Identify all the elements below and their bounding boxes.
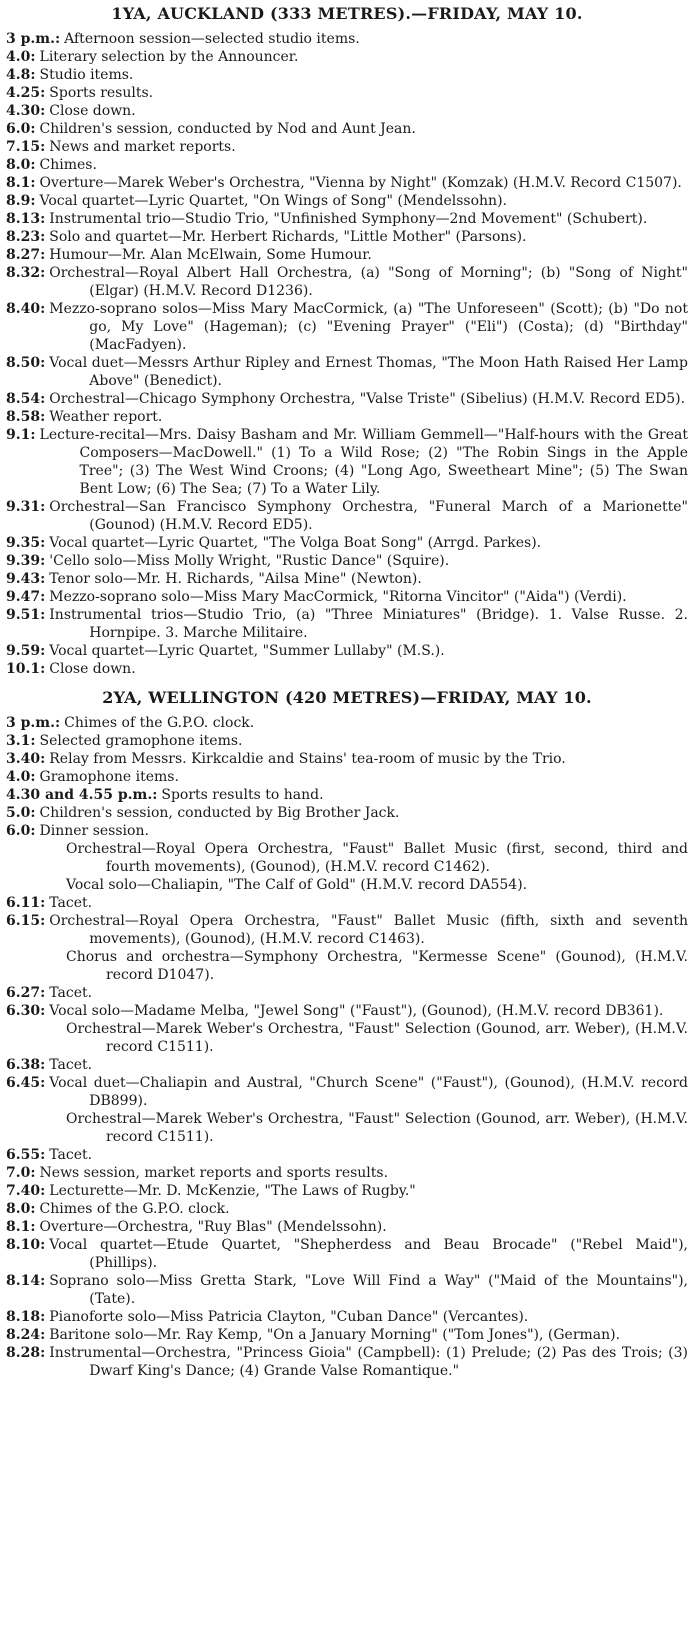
entry-time: 8.40: bbox=[6, 301, 46, 317]
entry-text: Instrumental trio—Studio Trio, "Unfinished Symphony—2nd Movement" (Schubert). bbox=[49, 211, 648, 227]
programme-list bbox=[6, 30, 688, 678]
entry-text: Vocal quartet—Lyric Quartet, "On Wings of Song" (Mendelssohn). bbox=[39, 193, 507, 209]
programme-entry bbox=[6, 210, 688, 228]
entry-text: Lecture-recital—Mrs. Daisy Basham and Mr. William Gemmell—"Half-hours with the Great Composers—MacDowell." (1) To a Wild Rose; (2) "The Robin Sings in the Apple Tree"; (3) The West Wind Croons; (4) "Long Ago, Sweetheart Mine"; (5) The Swan Bent Low; (6) The Sea; (7) To a Water Lily. bbox=[39, 427, 688, 497]
entry-time: 4.25: bbox=[6, 85, 46, 101]
programme-entry bbox=[6, 1056, 688, 1074]
entry-text: 'Cello solo—Miss Molly Wright, "Rustic Dance" (Squire). bbox=[49, 553, 450, 569]
programme-entry bbox=[6, 714, 688, 732]
entry-time: 4.30: bbox=[6, 103, 46, 119]
entry-text: Vocal duet—Messrs Arthur Ripley and Ernest Thomas, "The Moon Hath Raised Her Lamp Above" (Benedict). bbox=[49, 355, 688, 389]
entry-text: Tacet. bbox=[49, 895, 93, 911]
programme-entry bbox=[6, 1182, 688, 1200]
entry-text: Tacet. bbox=[49, 1147, 93, 1163]
programme-entry bbox=[6, 1146, 688, 1164]
entry-text: Orchestral—San Francisco Symphony Orchestra, "Funeral March of a Marionette" (Gounod) (H.M.V. Record ED5). bbox=[49, 499, 688, 533]
programme-entry bbox=[6, 408, 688, 426]
entry-text: News session, market reports and sports results. bbox=[39, 1165, 389, 1181]
entry-time: 6.27: bbox=[6, 985, 46, 1001]
programme-entry bbox=[6, 912, 688, 948]
entry-time: 8.28: bbox=[6, 1345, 46, 1361]
programme-entry bbox=[6, 102, 688, 120]
entry-time: 9.39: bbox=[6, 553, 46, 569]
entry-time: 8.0: bbox=[6, 157, 36, 173]
entry-time: 3 p.m.: bbox=[6, 715, 61, 731]
entry-text: News and market reports. bbox=[49, 139, 236, 155]
programme-entry bbox=[6, 1164, 688, 1182]
entry-time: 3 p.m.: bbox=[6, 31, 61, 47]
programme-entry bbox=[6, 570, 688, 588]
programme-entry bbox=[6, 1344, 688, 1380]
programme-list bbox=[6, 714, 688, 1380]
programme-entry bbox=[6, 426, 688, 498]
entry-time: 4.0: bbox=[6, 769, 36, 785]
entry-text: Mezzo-soprano solos—Miss Mary MacCormick, (a) "The Unforeseen" (Scott); (b) "Do not go, My Love" (Hageman); (c) "Evening Prayer" ("Eli") (Costa); (d) "Birthday" (MacFadyen). bbox=[49, 301, 688, 353]
programme-entry bbox=[6, 228, 688, 246]
programme-entry bbox=[6, 660, 688, 678]
entry-time: 8.50: bbox=[6, 355, 46, 371]
entry-text: Close down. bbox=[49, 103, 136, 119]
entry-text: Sports results to hand. bbox=[161, 787, 324, 803]
programme-entry bbox=[6, 822, 688, 840]
entry-text: Orchestral—Chicago Symphony Orchestra, "Valse Triste" (Sibelius) (H.M.V. Record ED5). bbox=[49, 391, 686, 407]
entry-time: 9.35: bbox=[6, 535, 46, 551]
programme-entry bbox=[6, 984, 688, 1002]
programme-entry bbox=[6, 804, 688, 822]
entry-text: Vocal quartet—Lyric Quartet, "Summer Lullaby" (M.S.). bbox=[49, 643, 445, 659]
entry-text: Literary selection by the Announcer. bbox=[39, 49, 299, 65]
entry-text: Gramophone items. bbox=[39, 769, 179, 785]
entry-time: 4.0: bbox=[6, 49, 36, 65]
entry-time: 6.0: bbox=[6, 121, 36, 137]
programme-sub-item: Orchestral—Marek Weber's Orchestra, "Faust" Selection (Gounod, arr. Weber), (H.M.V. record C1511). bbox=[66, 1021, 688, 1055]
programme-entry bbox=[6, 1002, 688, 1020]
programme-entry bbox=[6, 552, 688, 570]
entry-text: Chimes of the G.P.O. clock. bbox=[39, 1201, 230, 1217]
entry-text: Afternoon session—selected studio items. bbox=[64, 31, 360, 47]
entry-text: Sports results. bbox=[49, 85, 154, 101]
entry-text: Soprano solo—Miss Gretta Stark, "Love Will Find a Way" ("Maid of the Mountains"), (Tate). bbox=[49, 1273, 688, 1307]
entry-text: Dinner session. bbox=[39, 823, 149, 839]
entry-time: 4.8: bbox=[6, 67, 36, 83]
programme-sub-item: Orchestral—Royal Opera Orchestra, "Faust" Ballet Music (first, second, third and fourth movements), (Gounod), (H.M.V. record C1462). bbox=[66, 841, 688, 875]
programme-entry bbox=[6, 84, 688, 102]
entry-time: 6.55: bbox=[6, 1147, 46, 1163]
programme-entry bbox=[6, 390, 688, 408]
programme-entry bbox=[6, 498, 688, 534]
entry-time: 7.15: bbox=[6, 139, 46, 155]
entry-time: 3.1: bbox=[6, 733, 36, 749]
entry-time: 8.13: bbox=[6, 211, 46, 227]
programme-entry bbox=[6, 1218, 688, 1236]
entry-time: 10.1: bbox=[6, 661, 46, 677]
entry-time: 8.18: bbox=[6, 1309, 46, 1325]
station-section-2ya bbox=[6, 688, 688, 1380]
programme-entry bbox=[6, 786, 688, 804]
programme-entry bbox=[6, 354, 688, 390]
entry-time: 6.15: bbox=[6, 913, 46, 929]
entry-time: 8.23: bbox=[6, 229, 46, 245]
entry-time: 8.1: bbox=[6, 175, 36, 191]
entry-text: Orchestral—Royal Opera Orchestra, "Faust" Ballet Music (fifth, sixth and seventh movements), (Gounod), (H.M.V. record C1463). bbox=[49, 913, 688, 947]
entry-time: 8.9: bbox=[6, 193, 36, 209]
entry-time: 8.54: bbox=[6, 391, 46, 407]
programme-entry bbox=[6, 894, 688, 912]
entry-time: 8.0: bbox=[6, 1201, 36, 1217]
programme-sub-item: Vocal solo—Chaliapin, "The Calf of Gold" (H.M.V. record DA554). bbox=[66, 877, 528, 893]
programme-entry bbox=[6, 1200, 688, 1218]
programme-entry bbox=[6, 750, 688, 768]
entry-time: 6.11: bbox=[6, 895, 46, 911]
programme-entry bbox=[6, 642, 688, 660]
entry-time: 8.14: bbox=[6, 1273, 46, 1289]
programme-entry bbox=[6, 120, 688, 138]
entry-text: Vocal quartet—Etude Quartet, "Shepherdess and Beau Brocade" ("Rebel Maid"), (Phillips). bbox=[49, 1237, 688, 1271]
entry-text: Solo and quartet—Mr. Herbert Richards, "Little Mother" (Parsons). bbox=[49, 229, 527, 245]
entry-time: 7.40: bbox=[6, 1183, 46, 1199]
station-section-1ya bbox=[6, 4, 688, 678]
programme-entry bbox=[6, 1074, 688, 1110]
entry-time: 3.40: bbox=[6, 751, 46, 767]
entry-text: Close down. bbox=[49, 661, 136, 677]
entry-text: Pianoforte solo—Miss Patricia Clayton, "Cuban Dance" (Vercantes). bbox=[49, 1309, 529, 1325]
entry-time: 8.32: bbox=[6, 265, 46, 281]
entry-text: Humour—Mr. Alan McElwain, Some Humour. bbox=[49, 247, 372, 263]
programme-entry bbox=[6, 246, 688, 264]
entry-time: 8.10: bbox=[6, 1237, 46, 1253]
entry-text: Overture—Marek Weber's Orchestra, "Vienna by Night" (Komzak) (H.M.V. Record C1507). bbox=[39, 175, 682, 191]
programme-entry bbox=[6, 1326, 688, 1344]
programme-entry bbox=[6, 534, 688, 552]
entry-time: 9.59: bbox=[6, 643, 46, 659]
programme-entry bbox=[6, 300, 688, 354]
programme-sub-item: Chorus and orchestra—Symphony Orchestra, "Kermesse Scene" (Gounod), (H.M.V. record D1047). bbox=[66, 949, 688, 983]
programme-entry bbox=[6, 174, 688, 192]
entry-time: 8.24: bbox=[6, 1327, 46, 1343]
programme-entry bbox=[6, 732, 688, 750]
entry-text: Mezzo-soprano solo—Miss Mary MacCormick, "Ritorna Vincitor" ("Aida") (Verdi). bbox=[49, 589, 627, 605]
programme-entry bbox=[6, 192, 688, 210]
entry-time: 8.27: bbox=[6, 247, 46, 263]
entry-text: Chimes of the G.P.O. clock. bbox=[64, 715, 255, 731]
entry-text: Overture—Orchestra, "Ruy Blas" (Mendelssohn). bbox=[39, 1219, 387, 1235]
entry-time: 5.0: bbox=[6, 805, 36, 821]
programme-entry bbox=[6, 264, 688, 300]
programme-entry bbox=[6, 138, 688, 156]
programme-entry bbox=[6, 66, 688, 84]
entry-text: Vocal solo—Madame Melba, "Jewel Song" ("Faust"), (Gounod), (H.M.V. record DB361). bbox=[49, 1003, 664, 1019]
programme-entry bbox=[6, 588, 688, 606]
entry-text: Relay from Messrs. Kirkcaldie and Stains' tea-room of music by the Trio. bbox=[49, 751, 566, 767]
entry-time: 8.1: bbox=[6, 1219, 36, 1235]
entry-time: 6.0: bbox=[6, 823, 36, 839]
entry-time: 9.1: bbox=[6, 427, 36, 443]
entry-text: Lecturette—Mr. D. McKenzie, "The Laws of Rugby." bbox=[49, 1183, 416, 1199]
entry-time: 6.30: bbox=[6, 1003, 46, 1019]
entry-text: Tacet. bbox=[49, 985, 93, 1001]
entry-time: 9.51: bbox=[6, 607, 46, 623]
entry-text: Children's session, conducted by Big Brother Jack. bbox=[39, 805, 400, 821]
entry-text: Selected gramophone items. bbox=[39, 733, 243, 749]
entry-text: Tacet. bbox=[49, 1057, 93, 1073]
entry-text: Instrumental—Orchestra, "Princess Gioia" (Campbell): (1) Prelude; (2) Pas des Trois; (3) Dwarf King's Dance; (4) Grande Valse Romantique." bbox=[49, 1345, 688, 1379]
entry-text: Baritone solo—Mr. Ray Kemp, "On a January Morning" ("Tom Jones"), (German). bbox=[49, 1327, 621, 1343]
entry-text: Instrumental trios—Studio Trio, (a) "Three Miniatures" (Bridge). 1. Valse Russe. 2. Hornpipe. 3. Marche Militaire. bbox=[49, 607, 688, 641]
station-heading: 1YA, AUCKLAND (333 METRES).—FRIDAY, MAY 10. bbox=[111, 4, 583, 23]
entry-time: 9.47: bbox=[6, 589, 46, 605]
programme-entry bbox=[6, 1236, 688, 1272]
entry-text: Tenor solo—Mr. H. Richards, "Ailsa Mine" (Newton). bbox=[49, 571, 422, 587]
entry-text: Weather report. bbox=[49, 409, 163, 425]
entry-text: Studio items. bbox=[39, 67, 134, 83]
entry-time: 8.58: bbox=[6, 409, 46, 425]
programme-entry bbox=[6, 1308, 688, 1326]
entry-time: 9.43: bbox=[6, 571, 46, 587]
programme-entry bbox=[6, 1272, 688, 1308]
programme-entry bbox=[6, 768, 688, 786]
entry-time: 6.45: bbox=[6, 1075, 46, 1091]
programme-sub-item: Orchestral—Marek Weber's Orchestra, "Faust" Selection (Gounod, arr. Weber), (H.M.V. record C1511). bbox=[66, 1111, 688, 1145]
programme-entry bbox=[6, 48, 688, 66]
entry-time: 6.38: bbox=[6, 1057, 46, 1073]
entry-time: 9.31: bbox=[6, 499, 46, 515]
entry-text: Children's session, conducted by Nod and Aunt Jean. bbox=[39, 121, 416, 137]
entry-text: Vocal quartet—Lyric Quartet, "The Volga Boat Song" (Arrgd. Parkes). bbox=[49, 535, 542, 551]
entry-text: Orchestral—Royal Albert Hall Orchestra, (a) "Song of Morning"; (b) "Song of Night" (Elgar) (H.M.V. Record D1236). bbox=[49, 265, 688, 299]
station-heading: 2YA, WELLINGTON (420 METRES)—FRIDAY, MAY 10. bbox=[102, 688, 592, 707]
entry-text: Vocal duet—Chaliapin and Austral, "Church Scene" ("Faust"), (Gounod), (H.M.V. record DB899). bbox=[49, 1075, 688, 1109]
entry-time: 7.0: bbox=[6, 1165, 36, 1181]
programme-entry bbox=[6, 30, 688, 48]
entry-time: 4.30 and 4.55 p.m.: bbox=[6, 787, 158, 803]
entry-text: Chimes. bbox=[39, 157, 97, 173]
programme-entry bbox=[6, 156, 688, 174]
programme-entry bbox=[6, 606, 688, 642]
